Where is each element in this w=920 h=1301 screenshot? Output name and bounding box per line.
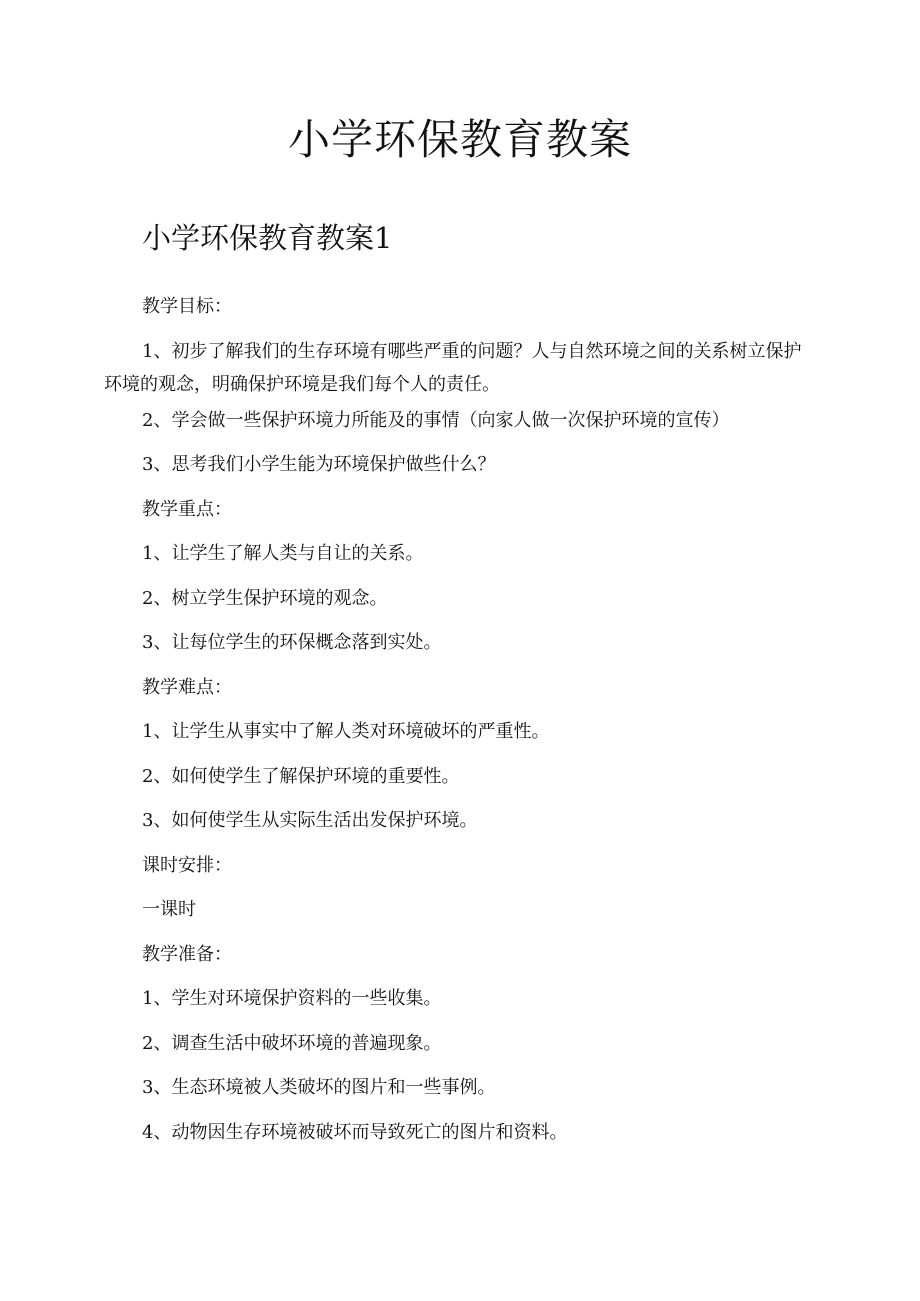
goal-item-1-text: 、初步了解我们的生存环境有哪些严重的问题？人与自然环境之间的关系树立保护环境的观念，明确保护环境是我们每个人的责任。 bbox=[104, 341, 802, 395]
difficulty-item-1-text: 、让学生从事实中了解人类对环境破坏的严重性。 bbox=[153, 721, 550, 742]
key-point-item-1-number: 1 bbox=[142, 543, 154, 564]
goal-item-2-number: 2 bbox=[142, 410, 154, 431]
key-point-item-2 bbox=[142, 584, 387, 614]
preparation-item-4-text: 、动物因生存环境被破坏而导致死亡的图片和资料。 bbox=[153, 1122, 568, 1143]
difficulty-item-1 bbox=[142, 717, 549, 747]
preparation-item-3-text: 、生态环境被人类破坏的图片和一些事例。 bbox=[153, 1077, 496, 1098]
key-point-item-3 bbox=[142, 628, 441, 658]
preparation-item-2 bbox=[142, 1029, 441, 1059]
schedule-value: 一课时 bbox=[142, 899, 196, 920]
label-key-points: 教学重点： bbox=[142, 499, 232, 520]
goal-item-3-text: 、思考我们小学生能为环境保护做些什么？ bbox=[153, 454, 496, 475]
section-heading-text: 小学环保教育教案 bbox=[142, 221, 375, 255]
key-point-item-1-text: 、让学生了解人类与自让的关系。 bbox=[153, 543, 424, 564]
goal-item-1 bbox=[104, 335, 816, 401]
difficulty-item-3 bbox=[142, 806, 477, 836]
key-point-item-1 bbox=[142, 539, 423, 569]
goal-item-2-text: 、学会做一些保护环境力所能及的事情（向家人做一次保护环境的宣传） bbox=[153, 410, 730, 431]
key-point-item-2-text: 、树立学生保护环境的观念。 bbox=[153, 588, 388, 609]
label-teaching-goals: 教学目标： bbox=[142, 296, 232, 317]
preparation-item-4 bbox=[142, 1118, 567, 1148]
difficulty-item-1-number: 1 bbox=[142, 721, 154, 742]
preparation-item-2-text: 、调查生活中破坏环境的普遍现象。 bbox=[153, 1033, 442, 1054]
difficulty-item-3-text: 、如何使学生从实际生活出发保护环境。 bbox=[153, 810, 478, 831]
key-point-item-2-number: 2 bbox=[142, 588, 154, 609]
difficulty-item-2 bbox=[142, 762, 459, 792]
key-point-item-3-number: 3 bbox=[142, 632, 154, 653]
section-heading-number: 1 bbox=[374, 221, 393, 255]
label-difficulties: 教学难点： bbox=[142, 677, 232, 698]
preparation-item-4-number: 4 bbox=[142, 1122, 154, 1143]
goal-item-2 bbox=[142, 406, 729, 436]
section-heading bbox=[142, 216, 392, 260]
difficulty-item-3-number: 3 bbox=[142, 810, 154, 831]
label-schedule: 课时安排： bbox=[142, 855, 232, 876]
goal-item-1-number: 1 bbox=[142, 341, 154, 362]
document-title: 小学环保教育教案 bbox=[287, 115, 632, 164]
difficulty-item-2-number: 2 bbox=[142, 766, 154, 787]
preparation-item-1-text: 、学生对环境保护资料的一些收集。 bbox=[153, 988, 442, 1009]
preparation-item-3 bbox=[142, 1073, 495, 1103]
goal-item-3-number: 3 bbox=[142, 454, 154, 475]
difficulty-item-2-text: 、如何使学生了解保护环境的重要性。 bbox=[153, 766, 460, 787]
preparation-item-3-number: 3 bbox=[142, 1077, 154, 1098]
key-point-item-3-text: 、让每位学生的环保概念落到实处。 bbox=[153, 632, 442, 653]
preparation-item-2-number: 2 bbox=[142, 1033, 154, 1054]
goal-item-3 bbox=[142, 450, 495, 480]
preparation-item-1 bbox=[142, 984, 441, 1014]
label-preparation: 教学准备： bbox=[142, 944, 232, 965]
preparation-item-1-number: 1 bbox=[142, 988, 154, 1009]
